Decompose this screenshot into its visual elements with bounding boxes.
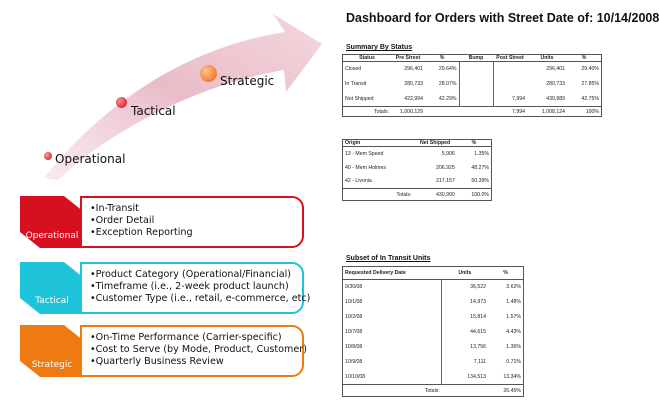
table-cell: 1.35% (474, 150, 489, 157)
table-cell (493, 77, 527, 92)
table-cell: 7,111 (442, 355, 488, 370)
operational-chevron-label: Operational (25, 231, 79, 241)
strategic-stage-dot (200, 65, 217, 82)
transit-table (342, 266, 524, 397)
table-cell: 430,990 (436, 191, 455, 198)
table-cell: 9/30/08 (345, 284, 363, 291)
col-pct2: % (567, 55, 602, 62)
bullet-item: • Customer Type (i.e., retail, e-commerce, etc) (90, 293, 296, 305)
table-row (343, 295, 524, 310)
bullet-item: • Order Detail (90, 215, 296, 227)
table-cell: 42 - Livonia (345, 178, 372, 185)
table-cell: 3.62% (506, 284, 521, 291)
transit-total-row (343, 385, 524, 397)
table-cell (493, 62, 527, 77)
table-row (343, 310, 524, 325)
tactical-chevron-label: Tactical (35, 296, 69, 306)
table-cell: 1.48% (506, 299, 521, 305)
table-cell: 422,994 (404, 95, 423, 102)
table-cell: 10/2/08 (345, 314, 363, 320)
col-origin: Origin (343, 140, 414, 147)
growth-arrow-graphic (0, 0, 340, 200)
col-pre-street: Pre Street (391, 55, 425, 62)
table-cell (459, 92, 493, 107)
table-cell: 13,756 (442, 340, 488, 355)
table-cell: 296,401 (404, 66, 423, 73)
col-requested-delivery-date: Requested Delivery Date (343, 267, 442, 280)
table-cell: 100.0% (471, 191, 489, 198)
bullet-item: • Cost to Serve (by Mode, Product, Customer) (90, 344, 296, 356)
summary-table (342, 54, 602, 117)
table-cell: 36,522 (442, 280, 488, 295)
tactical-chevron (20, 262, 86, 314)
summary-total-row (343, 107, 602, 117)
table-cell: 29.40% (581, 66, 599, 73)
strategic-stage-label: Strategic (220, 74, 275, 88)
table-cell: 10/7/08 (345, 329, 363, 335)
table-cell: 10/1/08 (345, 299, 363, 305)
table-cell: 7,994 (493, 92, 527, 107)
strategic-bullets (80, 325, 307, 377)
table-row (343, 370, 524, 385)
table-cell: Totals: (396, 191, 412, 198)
dashboard-title: Dashboard for Orders with Street Date of: 10/14/2008 (346, 11, 659, 25)
col-post-street: Post Street (493, 55, 527, 62)
bullet-item: • On-Time Performance (Carrier-specific) (90, 332, 296, 344)
table-row (343, 161, 492, 175)
table-cell (459, 107, 493, 117)
table-cell: 40 - Mem Holmes (345, 164, 386, 171)
col-status: Status (343, 55, 392, 62)
table-cell: 1,008,124 (541, 108, 565, 115)
table-cell: 48.27% (471, 164, 489, 171)
bullet-item: • In-Transit (90, 203, 296, 215)
table-cell: 26.45% (503, 387, 521, 394)
origin-header-row (343, 140, 492, 147)
table-cell: 100% (585, 108, 599, 115)
table-row (343, 62, 602, 77)
summary-header-row (343, 55, 602, 62)
table-cell: 1,000,129 (399, 108, 423, 115)
bullet-item: • Exception Reporting (90, 227, 296, 239)
table-cell: 430,989 (546, 95, 565, 102)
table-row (343, 77, 602, 92)
bullet-item: • Quarterly Business Review (90, 356, 296, 368)
table-cell: 134,513 (442, 370, 488, 385)
col-pct: % (425, 55, 459, 62)
col-units: Units (527, 55, 567, 62)
table-cell: 4.43% (506, 329, 521, 335)
table-cell: 44,615 (442, 325, 488, 340)
table-cell: 13 - Mem Speed (345, 150, 384, 157)
tactical-row (20, 262, 311, 314)
table-cell: 15,814 (442, 310, 488, 325)
table-row (343, 355, 524, 370)
table-cell: 42.29% (438, 95, 457, 102)
table-cell (459, 62, 493, 77)
table-cell: 280,733 (404, 81, 423, 87)
table-cell: 0.71% (506, 359, 521, 365)
table-cell: 280,733 (546, 81, 565, 87)
strategic-chevron-label: Strategic (31, 360, 73, 370)
strategic-row (20, 325, 308, 377)
table-cell: 13.34% (503, 373, 521, 380)
table-cell: 1.57% (506, 314, 521, 320)
summary-section-title: Summary By Status (346, 44, 413, 51)
table-cell: Closed (345, 66, 362, 73)
col-units: Units (442, 267, 488, 280)
table-cell: 217,157 (436, 178, 455, 185)
col-bump: Bump (459, 55, 493, 62)
table-cell: Totals: (374, 108, 389, 115)
table-cell (425, 107, 459, 117)
transit-section-title: Subset of In Transit Units (346, 255, 431, 262)
table-cell: 42.75% (581, 95, 599, 102)
table-row (343, 175, 492, 189)
table-cell: 29.64% (438, 66, 457, 73)
table-cell: 1.36% (506, 344, 521, 350)
transit-header-row (343, 267, 524, 280)
table-cell: Totals: (424, 387, 440, 394)
table-cell: 50.39% (471, 178, 489, 185)
operational-bullets (80, 196, 304, 248)
table-cell: 27.85% (581, 81, 599, 87)
table-row (343, 280, 524, 295)
operational-stage-dot (44, 152, 52, 160)
origin-total-row (343, 189, 492, 201)
table-cell: Not Shipped (345, 95, 374, 102)
bullet-item: • Product Category (Operational/Financial) (90, 269, 296, 281)
table-row (343, 147, 492, 161)
table-cell: 296,401 (546, 66, 565, 73)
tactical-bullets (80, 262, 311, 314)
col-pct: % (457, 140, 492, 147)
table-row (343, 325, 524, 340)
table-row (343, 92, 602, 107)
table-row (343, 340, 524, 355)
table-cell (459, 77, 493, 92)
table-cell: 10/10/08 (345, 373, 366, 380)
table-cell: In Transit (345, 81, 367, 87)
col-net-shipped: Net Shipped (413, 140, 456, 147)
table-cell: 28.07% (438, 81, 457, 87)
table-cell (442, 385, 488, 397)
table-cell: 14,973 (442, 295, 488, 310)
table-cell: 7,994 (512, 108, 525, 115)
table-cell: 206,925 (436, 164, 455, 171)
bullet-item: • Timeframe (i.e., 2-week product launch) (90, 281, 296, 293)
col-pct: % (488, 267, 524, 280)
origin-table (342, 139, 492, 201)
tactical-stage-dot (116, 97, 127, 108)
table-cell: 10/9/08 (345, 359, 363, 365)
operational-row (20, 196, 308, 248)
operational-stage-label: Operational (55, 152, 126, 166)
tactical-stage-label: Tactical (131, 104, 176, 118)
table-cell: 10/8/08 (345, 344, 363, 350)
table-cell: 5,906 (441, 150, 455, 157)
